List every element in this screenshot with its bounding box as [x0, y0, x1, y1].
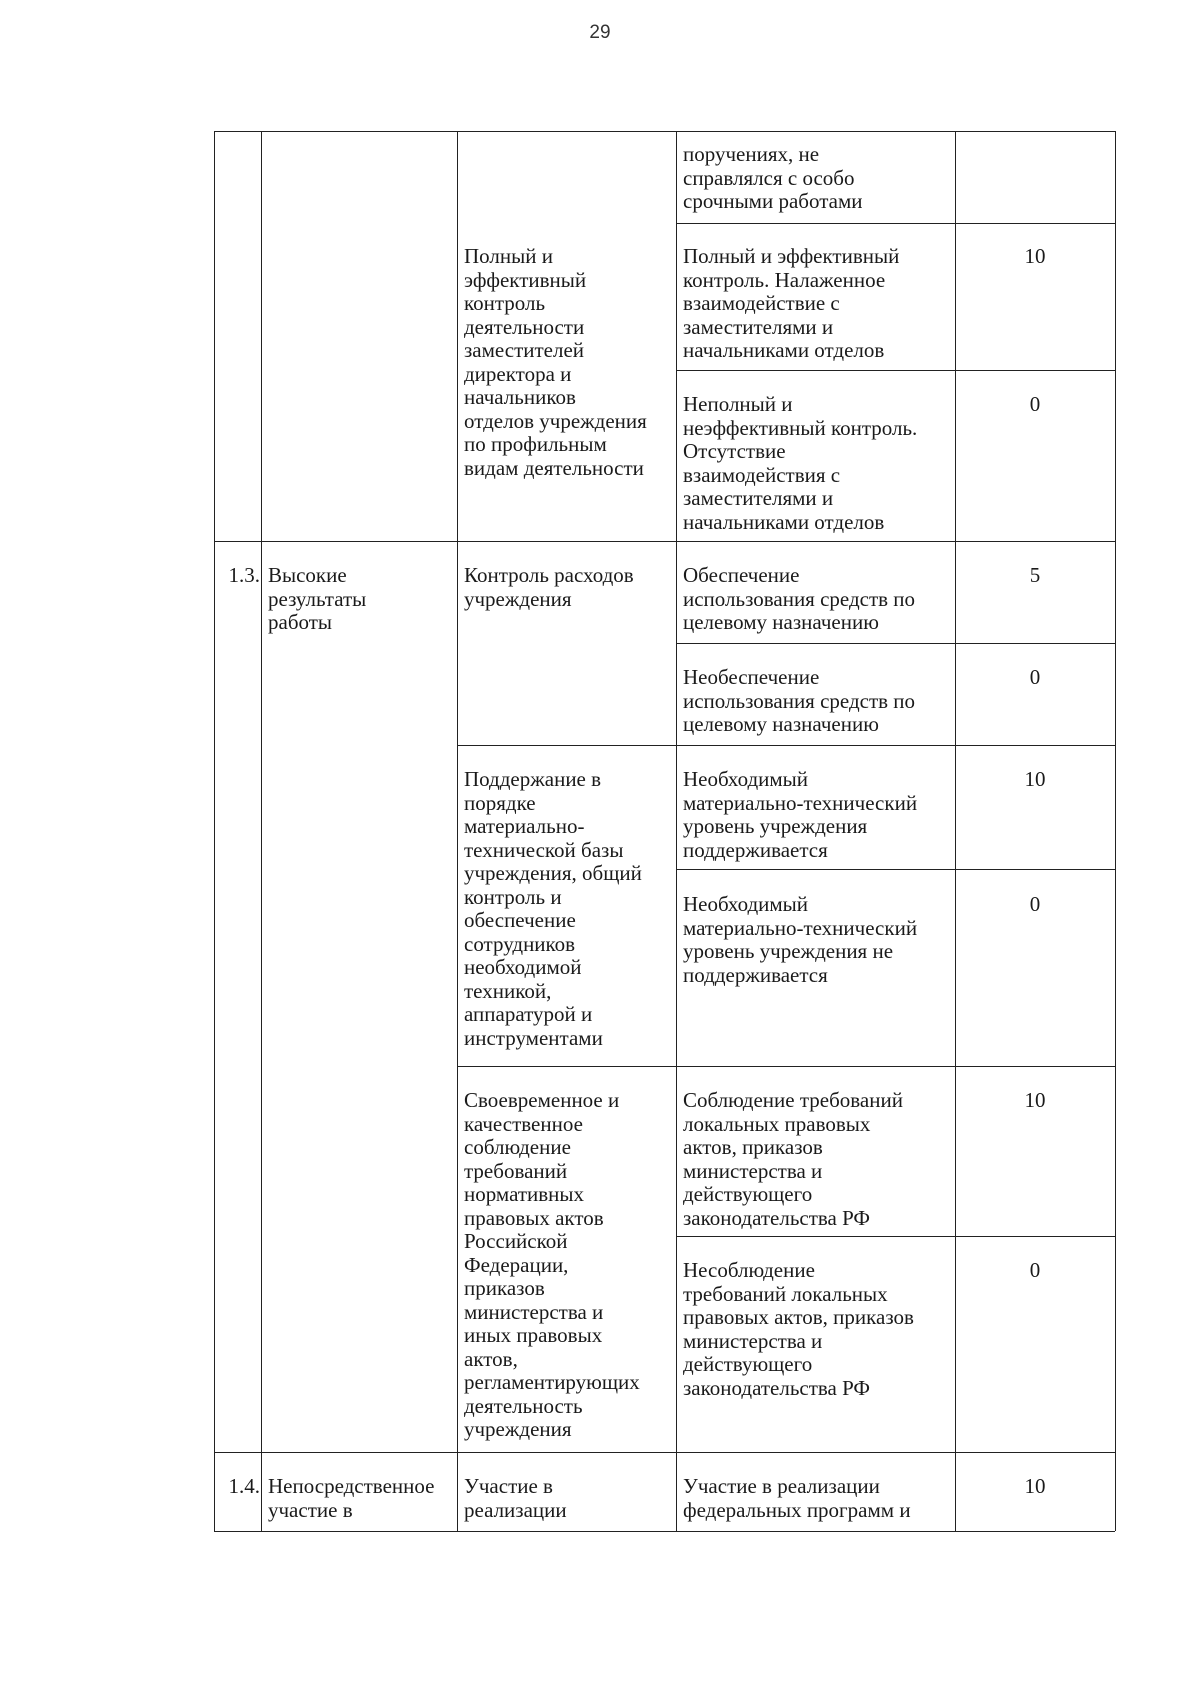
- criterion-cell: Необеспечение использования средств по целевому назначению: [683, 665, 916, 736]
- row-divider: [676, 643, 1115, 644]
- column-divider: [1115, 131, 1116, 1531]
- section-name: Высокие результаты работы: [268, 563, 367, 634]
- row-divider: [214, 1452, 1115, 1453]
- points-cell: 10: [1024, 1088, 1046, 1112]
- row-divider: [676, 370, 1115, 371]
- criterion-cell: Участие в реализации федеральных программ и: [683, 1474, 911, 1522]
- points-cell: 10: [1024, 767, 1046, 791]
- points-cell: 0: [1029, 1258, 1041, 1282]
- criterion-cell: Полный и эффективный контроль. Налаженное взаимодействие с заместителями и начальниками отделов: [683, 244, 900, 362]
- criterion-cell: Соблюдение требований локальных правовых актов, приказов министерства и действующего законодательства РФ: [683, 1088, 903, 1230]
- criterion-cell: поручениях, не справлялся с особо срочными работами: [683, 142, 863, 213]
- section-name: Непосредственное участие в: [268, 1474, 435, 1522]
- section-number: 1.3.: [228, 563, 260, 587]
- indicator-cell: Участие в реализации: [464, 1474, 567, 1522]
- column-divider: [457, 131, 458, 1531]
- row-divider: [676, 869, 1115, 870]
- page-number: 29: [589, 22, 611, 43]
- row-divider: [214, 541, 1115, 542]
- table-top-border: [214, 131, 1115, 132]
- indicator-cell: Контроль расходов учреждения: [464, 563, 634, 611]
- points-cell: 5: [1029, 563, 1041, 587]
- points-cell: 0: [1029, 665, 1041, 689]
- criterion-cell: Необходимый материально-технический уровень учреждения поддерживается: [683, 767, 918, 862]
- row-divider: [457, 745, 1115, 746]
- points-cell: 10: [1024, 244, 1046, 268]
- criterion-cell: Неполный и неэффективный контроль. Отсутствие взаимодействия с заместителями и начальниками отделов: [683, 392, 918, 534]
- indicator-cell: Поддержание в порядке материально- технической базы учреждения, общий контроль и обеспечение сотрудников необходимой техникой, аппаратурой и инструментами: [464, 767, 642, 1050]
- indicator-cell: Своевременное и качественное соблюдение требований нормативных правовых актов Российской Федерации, приказов министерства и иных правовых актов, регламентирующих деятельность учреждения: [464, 1088, 640, 1441]
- points-cell: 10: [1024, 1474, 1046, 1498]
- criterion-cell: Обеспечение использования средств по целевому назначению: [683, 563, 916, 634]
- table-bottom-border: [214, 1531, 1115, 1532]
- row-divider: [676, 223, 1115, 224]
- row-divider: [457, 1066, 1115, 1067]
- column-divider: [955, 131, 956, 1531]
- section-number: 1.4.: [228, 1474, 260, 1498]
- column-divider: [676, 131, 677, 1531]
- criterion-cell: Несоблюдение требований локальных правовых актов, приказов министерства и действующего законодательства РФ: [683, 1258, 914, 1400]
- column-divider: [214, 131, 215, 1531]
- criterion-cell: Необходимый материально-технический уровень учреждения не поддерживается: [683, 892, 918, 987]
- row-divider: [676, 1236, 1115, 1237]
- column-divider: [261, 131, 262, 1531]
- indicator-cell: Полный и эффективный контроль деятельности заместителей директора и начальников отделов учреждения по профильным видам деятельности: [464, 244, 647, 480]
- points-cell: 0: [1029, 392, 1041, 416]
- points-cell: 0: [1029, 892, 1041, 916]
